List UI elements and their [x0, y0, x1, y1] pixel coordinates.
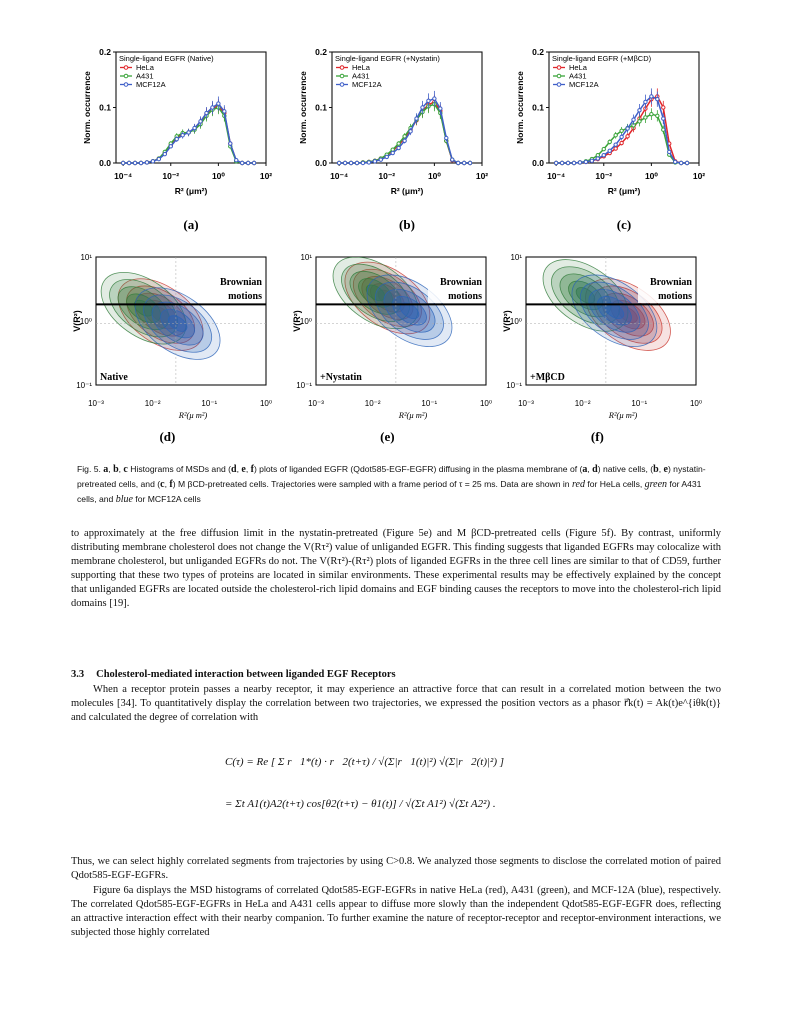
- data-point: [199, 120, 202, 123]
- data-point: [656, 97, 659, 100]
- y-tick-label: 0.1: [315, 102, 327, 113]
- legend-entry: MCF12A: [136, 80, 166, 89]
- data-point: [163, 152, 166, 155]
- histogram-panel: [515, 47, 705, 232]
- data-point: [355, 161, 358, 164]
- data-point: [668, 150, 671, 153]
- series-line: [339, 99, 470, 163]
- data-point: [462, 161, 465, 164]
- legend-marker: [340, 83, 344, 87]
- y-axis-label: Norm. occurrence: [515, 71, 525, 144]
- data-point: [373, 160, 376, 163]
- data-point: [133, 161, 136, 164]
- y-tick-label: 0.1: [532, 102, 544, 113]
- data-point: [650, 112, 653, 115]
- legend-marker: [340, 74, 344, 78]
- caption-segment: ) M βCD-pretreated cells. Trajectories were sampled with a frame period of τ = 25 ms. Data are shown in: [172, 479, 572, 489]
- x-tick-label: 10⁰: [427, 171, 441, 181]
- y-axis-label: V(R²): [292, 310, 302, 332]
- caption-segment: d: [592, 464, 598, 475]
- legend-title: Single-ligand EGFR (+Nystatin): [335, 54, 440, 63]
- data-point: [602, 147, 605, 150]
- data-point: [656, 114, 659, 117]
- x-tick-label: 10⁻⁴: [114, 171, 133, 181]
- panel-label: (f): [590, 429, 604, 444]
- data-point: [590, 159, 593, 162]
- data-point: [193, 126, 196, 129]
- y-tick-label: 10⁰: [299, 317, 312, 326]
- annotation-text: Brownian: [439, 277, 482, 288]
- data-point: [252, 161, 255, 164]
- caption-label: Fig. 5.: [77, 464, 104, 474]
- data-point: [468, 161, 471, 164]
- paragraph-4-text: Figure 6a displays the MSD histograms of correlated Qdot585-EGF-EGFRs in native HeLa (red), A431 (green), and MCF-12A (blue), respectively. The correlated Qdot585-EGF-EGFRs in HeLa and A431 cells appear to diffuse more slowly than the independent Qdot585-EGF-EGFR does, reflecting an attractive interaction effect with their nearby companion. To further examine the nature of receptor-receptor and receptor-environment interactions, we subjected those highly correlated: [71, 885, 721, 939]
- x-axis-label: R²(μ m²): [178, 410, 208, 420]
- x-axis-label: R² (μm²): [607, 186, 641, 196]
- caption-segment: ,: [108, 464, 114, 474]
- data-point: [566, 161, 569, 164]
- data-point: [596, 157, 599, 160]
- x-tick-label: 10⁻³: [308, 399, 324, 408]
- caption-segment: red: [571, 479, 585, 490]
- y-tick-label: 10¹: [510, 253, 522, 262]
- section-title: Cholesterol-mediated interaction between liganded EGF Receptors: [96, 669, 396, 680]
- y-tick-label: 10¹: [300, 253, 312, 262]
- data-point: [679, 161, 682, 164]
- caption-segment: for A431 cells, and: [77, 479, 702, 504]
- data-point: [246, 161, 249, 164]
- data-point: [343, 161, 346, 164]
- y-tick-label: 0.2: [315, 47, 327, 57]
- data-point: [451, 158, 454, 161]
- y-tick-label: 10¹: [80, 253, 92, 262]
- data-point: [445, 136, 448, 139]
- equation-line-1: C(τ) = Re [ Σ r⃗1*(t) · r⃗2(t+τ) / √(Σ|r⃗1(t)|²) √(Σ|r⃗2(t)|²) ]: [225, 756, 505, 768]
- caption-segment: green: [644, 479, 668, 490]
- data-point: [614, 143, 617, 146]
- data-point: [157, 157, 160, 160]
- x-tick-label: 10²: [692, 171, 706, 181]
- data-point: [175, 137, 178, 140]
- y-tick-label: 10⁰: [509, 317, 522, 326]
- x-tick-label: 10⁻²: [162, 171, 180, 181]
- data-point: [554, 161, 557, 164]
- paragraph-3-text: Thus, we can select highly correlated segments from trajectories by using C>0.8. We analyzed those segments to disclose the correlated motion of paired Qdot585-EGF-EGFRs.: [71, 856, 721, 882]
- y-tick-label: 10⁻¹: [296, 381, 312, 390]
- data-point: [650, 95, 653, 98]
- x-tick-label: 10⁻¹: [421, 399, 438, 408]
- caption-segment: d: [231, 464, 237, 475]
- caption-segment: a: [103, 464, 109, 475]
- data-point: [349, 161, 352, 164]
- caption-segment: c: [160, 479, 165, 490]
- data-point: [560, 161, 563, 164]
- y-tick-label: 0.0: [532, 158, 544, 168]
- caption-segment: e: [241, 464, 246, 475]
- data-point: [614, 147, 617, 150]
- data-point: [608, 140, 611, 143]
- data-point: [427, 99, 430, 102]
- figure-5: [0, 0, 791, 460]
- caption-segment: b: [653, 464, 659, 475]
- y-tick-label: 10⁻¹: [76, 381, 92, 390]
- x-tick-label: 10⁻³: [518, 399, 534, 408]
- data-point: [620, 129, 623, 132]
- x-tick-label: 10⁻³: [88, 399, 104, 408]
- caption-segment: for HeLa cells,: [584, 479, 645, 489]
- y-tick-label: 0.2: [532, 47, 544, 57]
- x-tick-label: 10⁻²: [574, 399, 591, 408]
- histogram-panel: [82, 47, 272, 232]
- data-point: [403, 139, 406, 142]
- legend-entry: HeLa: [352, 63, 370, 72]
- data-point: [584, 160, 587, 163]
- x-tick-label: 10⁻²: [364, 399, 381, 408]
- data-point: [169, 145, 172, 148]
- data-point: [391, 151, 394, 154]
- legend-marker: [124, 66, 128, 70]
- panel-label: (e): [380, 429, 395, 444]
- x-tick-label: 10⁰: [479, 399, 493, 408]
- x-tick-label: 10⁻⁴: [547, 171, 566, 181]
- x-axis-label: R²(μ m²): [398, 410, 428, 420]
- caption-segment: ) nystatin-pretreated cells, and (: [77, 464, 706, 489]
- legend-entry: MCF12A: [569, 80, 599, 89]
- data-point: [205, 111, 208, 114]
- equation-line-2: = Σt A1(t)A2(t+τ) cos[θ2(t+τ) − θ1(t)] / √(Σt A1²) √(Σt A2²) .: [225, 798, 496, 810]
- caption-segment: e: [663, 464, 668, 475]
- legend-marker: [340, 66, 344, 70]
- data-point: [145, 161, 148, 164]
- x-axis-label: R² (μm²): [174, 186, 208, 196]
- legend-entry: HeLa: [569, 63, 587, 72]
- caption-segment: ,: [236, 464, 242, 474]
- x-tick-label: 10⁻¹: [201, 399, 218, 408]
- y-axis-label: Norm. occurrence: [82, 71, 92, 144]
- y-tick-label: 0.1: [99, 102, 111, 113]
- data-point: [626, 135, 629, 138]
- caption-segment: ) plots of liganded EGFR (Qdot585-EGF-EGFR) diffusing in the plasma membrane of (: [253, 464, 583, 474]
- x-tick-label: 10⁻²: [144, 399, 161, 408]
- y-tick-label: 0.0: [315, 158, 327, 168]
- contour-panel: [292, 242, 492, 444]
- annotation-text: motions: [658, 291, 692, 302]
- data-point: [121, 161, 124, 164]
- caption-segment: ,: [587, 464, 593, 474]
- data-point: [217, 102, 220, 105]
- data-point: [211, 106, 214, 109]
- legend-entry: MCF12A: [352, 80, 382, 89]
- legend-marker: [124, 83, 128, 87]
- legend-entry: A431: [136, 71, 154, 81]
- x-tick-label: 10⁻¹: [631, 399, 648, 408]
- legend-entry: A431: [352, 71, 370, 81]
- data-point: [379, 158, 382, 161]
- annotation-text: Brownian: [649, 277, 692, 288]
- data-point: [608, 149, 611, 152]
- data-point: [240, 161, 243, 164]
- x-tick-label: 10⁰: [644, 171, 658, 181]
- panel-label: (c): [616, 217, 632, 232]
- annotation-text: motions: [448, 291, 482, 302]
- paragraph-1-text: to approximately at the free diffusion limit in the nystatin-pretreated (Figure 5e) and M βCD-pretreated cells (Figure 5f). By contrast, uniformly distributing membrane cholesterol does not change the V(Rτ²) value of unliganded EGFR. This finding suggests that liganded EGFRs may colocalize with membrane cholesterol, but unliganded EGFRs do not. The V(Rτ²)-(Rτ²) plots of liganded EGFRs in the three cell lines are similar to that of CD59, further supporting that these two types of proteins are located in similar environments. These experimental results may be effectively explained by the concept that unliganded EGFRs are located outside the cholesterol-rich lipid domains and EGF binding causes the receptors to move into the cholesterol-rich lipid domains [19].: [71, 528, 721, 610]
- x-tick-label: 10⁻⁴: [330, 171, 349, 181]
- data-point: [578, 161, 581, 164]
- legend-entry: A431: [569, 71, 587, 81]
- data-point: [644, 100, 647, 103]
- section-heading: [71, 669, 408, 680]
- data-point: [638, 120, 641, 123]
- data-point: [415, 117, 418, 120]
- paragraph-2-text: When a receptor protein passes a nearby receptor, it may experience an attractive force that can result in a correlated motion between the two molecules [34]. To quantitatively display the correlation between two trajectories, we expressed the position vectors as a phasor r⃗k(t) = Ak(t)e^{iθk(t)} and calculated the degree of correlation with: [71, 684, 721, 724]
- paragraph-2: [71, 683, 721, 725]
- histogram-panel: [298, 47, 488, 232]
- contour-panel: [502, 245, 702, 444]
- x-tick-label: 10⁰: [259, 399, 273, 408]
- data-point: [151, 160, 154, 163]
- data-point: [397, 142, 400, 145]
- legend-marker: [557, 83, 561, 87]
- x-tick-label: 10⁻²: [378, 171, 396, 181]
- legend-entry: HeLa: [136, 63, 154, 72]
- caption-segment: f: [250, 464, 254, 475]
- y-axis-label: Norm. occurrence: [298, 71, 308, 144]
- data-point: [367, 161, 370, 164]
- data-point: [223, 110, 226, 113]
- data-point: [187, 131, 190, 134]
- data-point: [644, 116, 647, 119]
- data-point: [456, 161, 459, 164]
- caption-segment: b: [113, 464, 119, 475]
- caption-segment: ,: [118, 464, 124, 474]
- caption-segment: a: [582, 464, 588, 475]
- data-point: [662, 106, 665, 109]
- legend-marker: [124, 74, 128, 78]
- legend-marker: [557, 66, 561, 70]
- caption-segment: Histograms of MSDs and (: [127, 464, 232, 474]
- data-point: [662, 117, 665, 120]
- legend-title: Single-ligand EGFR (Native): [119, 54, 214, 63]
- y-tick-label: 0.2: [99, 47, 111, 57]
- data-point: [385, 155, 388, 158]
- data-point: [361, 161, 364, 164]
- data-point: [602, 154, 605, 157]
- data-point: [620, 141, 623, 144]
- legend-marker: [557, 74, 561, 78]
- data-point: [614, 134, 617, 137]
- data-point: [632, 118, 635, 121]
- y-axis-label: V(R²): [72, 310, 82, 332]
- caption-segment: c: [123, 464, 128, 475]
- panel-label: (b): [399, 217, 415, 232]
- x-axis-label: R² (μm²): [390, 186, 424, 196]
- caption-segment: f: [169, 479, 173, 490]
- data-point: [439, 107, 442, 110]
- data-point: [127, 161, 130, 164]
- data-point: [337, 161, 340, 164]
- data-point: [673, 160, 676, 163]
- paragraph-1: [71, 527, 721, 612]
- caption-segment: ,: [164, 479, 170, 489]
- x-tick-label: 10²: [259, 171, 273, 181]
- annotation-text: Brownian: [219, 277, 262, 288]
- paragraph-3: [71, 855, 721, 883]
- data-point: [626, 127, 629, 130]
- caption-segment: blue: [115, 494, 133, 505]
- data-point: [638, 109, 641, 112]
- x-tick-label: 10²: [475, 171, 489, 181]
- data-point: [685, 161, 688, 164]
- y-tick-label: 10⁰: [79, 317, 92, 326]
- data-point: [397, 146, 400, 149]
- data-point: [139, 161, 142, 164]
- contour-panel: [72, 253, 272, 444]
- data-point: [229, 142, 232, 145]
- section-number: 3.3: [71, 669, 85, 680]
- y-tick-label: 10⁻¹: [506, 381, 522, 390]
- condition-label: +MβCD: [530, 372, 565, 383]
- data-point: [572, 161, 575, 164]
- data-point: [433, 97, 436, 100]
- data-point: [620, 135, 623, 138]
- caption-segment: ,: [245, 464, 251, 474]
- data-point: [421, 106, 424, 109]
- x-axis-label: R²(μ m²): [608, 410, 638, 420]
- paragraph-4: [71, 884, 721, 940]
- y-axis-label: V(R²): [502, 310, 512, 332]
- panel-label: (a): [183, 217, 199, 232]
- panel-label: (d): [159, 429, 176, 444]
- annotation-text: motions: [228, 291, 262, 302]
- x-tick-label: 10⁰: [211, 171, 225, 181]
- caption-segment: ,: [658, 464, 664, 474]
- caption-segment: ) native cells, (: [597, 464, 654, 474]
- x-tick-label: 10⁻²: [595, 171, 613, 181]
- data-point: [181, 134, 184, 137]
- x-tick-label: 10⁰: [689, 399, 703, 408]
- data-point: [409, 130, 412, 133]
- condition-label: +Nystatin: [320, 372, 362, 383]
- condition-label: Native: [100, 372, 128, 383]
- figure-caption: [77, 462, 717, 507]
- y-tick-label: 0.0: [99, 158, 111, 168]
- legend-title: Single-ligand EGFR (+MβCD): [552, 54, 652, 63]
- caption-segment: for MCF12A cells: [132, 494, 201, 504]
- data-point: [235, 159, 238, 162]
